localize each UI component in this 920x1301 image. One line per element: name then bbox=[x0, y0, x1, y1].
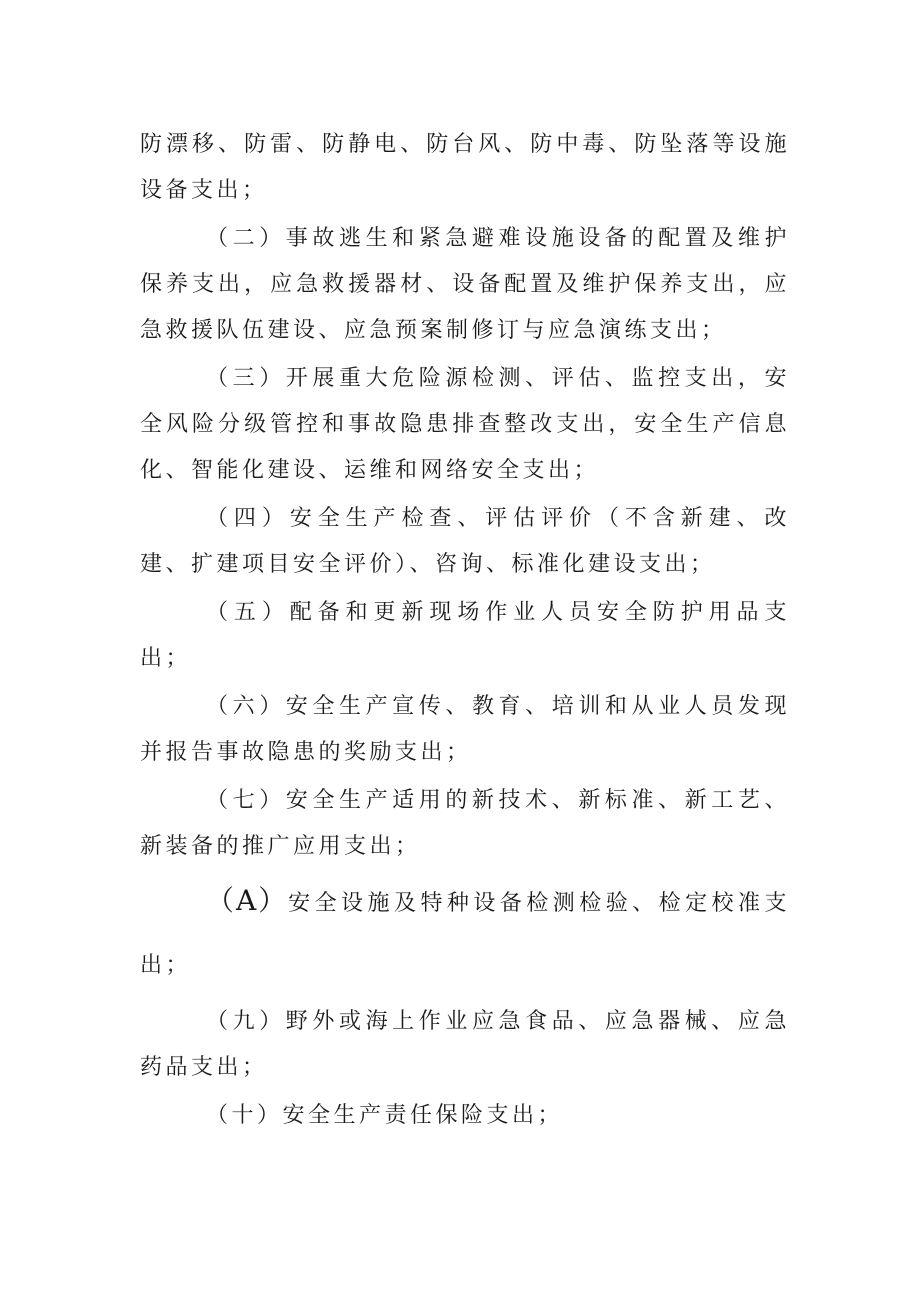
paragraph-continuation: 防漂移、防雷、防静电、防台风、防中毒、防坠落等设施设备支出； bbox=[140, 132, 790, 203]
paragraph-item-6: （六）安全生产宣传、教育、培训和从业人员发现并报告事故隐患的奖励支出； bbox=[140, 694, 790, 765]
paragraph-item-4: （四）安全生产检查、评估评价（不含新建、改建、扩建项目安全评价）、咨询、标准化建设支出； bbox=[140, 506, 790, 577]
paragraph-item-8-text: 安全设施及特种设备检测检验、检定校准支出； bbox=[140, 891, 790, 978]
paragraph-item-2: （二）事故逃生和紧急避难设施设备的配置及维护保养支出，应急救援器材、设备配置及维护保养支出，应急救援队伍建设、应急预案制修订与应急演练支出； bbox=[140, 226, 790, 343]
paragraph-item-9: （九）野外或海上作业应急食品、应急器械、应急药品支出； bbox=[140, 1009, 790, 1080]
paragraph-item-5: （五）配备和更新现场作业人员安全防护用品支出； bbox=[140, 600, 790, 671]
paragraph-item-10: （十）安全生产责任保险支出； bbox=[206, 1103, 564, 1128]
paragraph-item-7: （七）安全生产适用的新技术、新标准、新工艺、新装备的推广应用支出； bbox=[140, 788, 790, 859]
paragraph-item-8-label: （A） bbox=[206, 884, 289, 917]
paragraph-item-8 bbox=[140, 870, 790, 997]
document-body bbox=[140, 122, 790, 1139]
paragraph-item-3: （三）开展重大危险源检测、评估、监控支出，安全风险分级管控和事故隐患排查整改支出，安全生产信息化、智能化建设、运维和网络安全支出； bbox=[140, 366, 790, 483]
